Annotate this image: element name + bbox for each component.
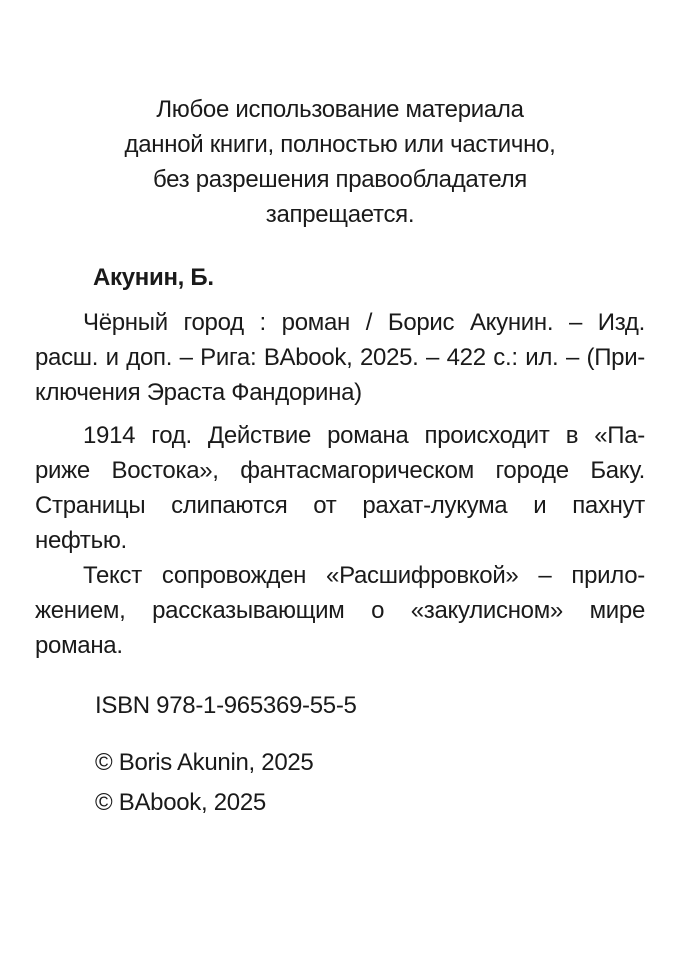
copyright-publisher-line: © BAbook, 2025: [95, 789, 266, 816]
isbn-line: ISBN 978-1-965369-55-5: [95, 692, 357, 719]
usage-notice-line-2: данной книги, полностью или частично,: [124, 131, 556, 158]
usage-notice: [35, 92, 645, 232]
annotation-paragraph-2: [35, 558, 645, 663]
annotation-2-line-3: романа.: [35, 632, 123, 659]
author-heading: Акунин, Б.: [93, 264, 214, 291]
bibliographic-entry-line-1: Чёрный город : роман / Борис Акунин. – Изд.: [83, 309, 645, 336]
usage-notice-line-3: без разрешения правообладателя: [152, 166, 527, 193]
annotation-1-line-3: Страницы слипаются от рахат-лукума и пахнут: [35, 492, 645, 519]
annotation-1-line-4: нефтью.: [35, 527, 127, 554]
bibliographic-entry-line-2: расш. и доп. – Рига: BAbook, 2025. – 422 с.: ил. – (При-: [35, 344, 645, 371]
usage-notice-line-1: Любое использование материала: [156, 96, 524, 123]
annotation-paragraph-1: [35, 418, 645, 558]
annotation-2-line-1: Текст сопровожден «Расшифровкой» – прило-: [83, 562, 645, 589]
annotation-1-line-2: риже Востока», фантасмагорическом городе Баку.: [35, 457, 645, 484]
annotation-2-line-2: жением, рассказывающим о «закулисном» мире: [35, 597, 645, 624]
copyright-author-line: © Boris Akunin, 2025: [95, 749, 314, 776]
usage-notice-line-4: запрещается.: [265, 201, 415, 228]
bibliographic-entry-line-3: ключения Эраста Фандорина): [35, 379, 362, 406]
annotation-1-line-1: 1914 год. Действие романа происходит в «Па-: [83, 422, 645, 449]
bibliographic-entry: [35, 305, 645, 410]
